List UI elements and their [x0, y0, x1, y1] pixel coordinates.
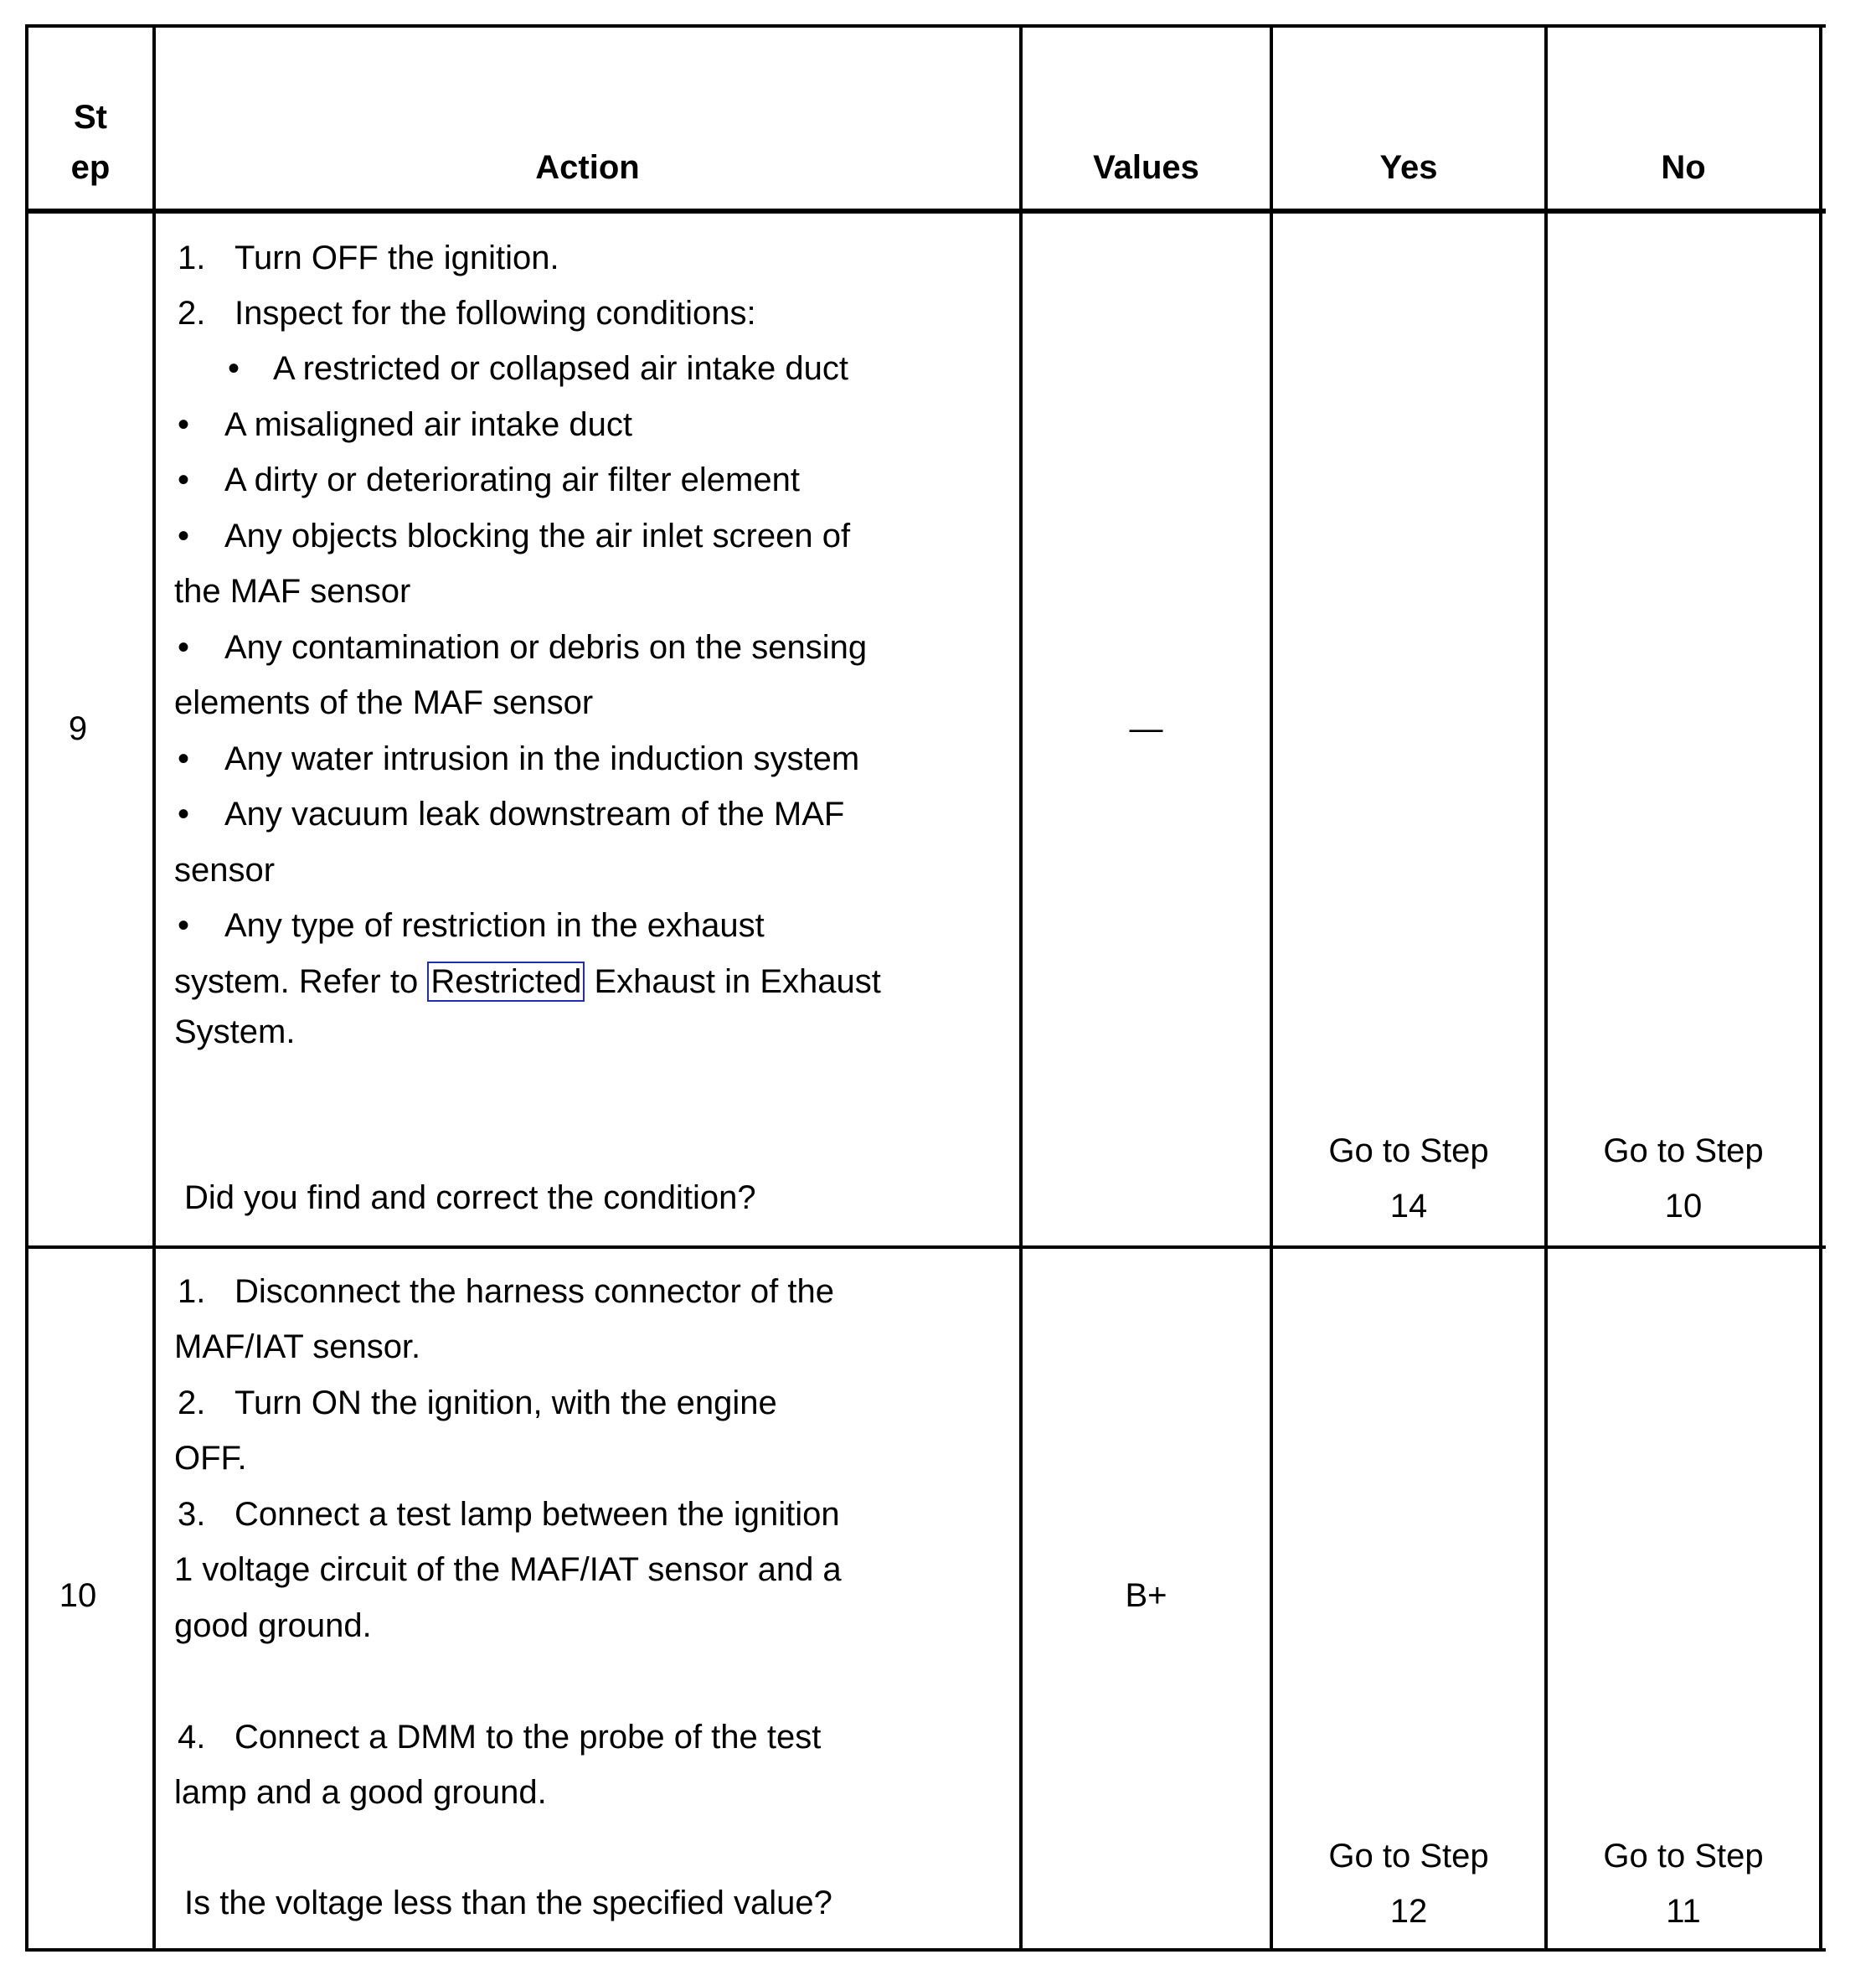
row-divider [25, 1245, 1826, 1249]
yes-label: Go to Step [1328, 1838, 1489, 1874]
list-text: Turn ON the ignition, with the engine [234, 1385, 777, 1421]
header-values: Values [1093, 149, 1199, 186]
reference-line-2 [174, 1013, 295, 1051]
list-text: Connect a test lamp between the ignition [234, 1496, 840, 1533]
no-step: 10 [1664, 1188, 1703, 1225]
list-item-continuation [174, 1607, 372, 1645]
row-9-question: Did you find and correct the condition? [184, 1179, 756, 1216]
list-item-continuation [174, 1551, 842, 1589]
reference-text-before: system. Refer to [174, 963, 428, 1000]
row-10-step: 10 [59, 1577, 97, 1614]
list-text: MAF/IAT sensor. [174, 1328, 421, 1365]
table-bottom-border [25, 1948, 1826, 1952]
list-text: Any objects blocking the air inlet screen of [224, 518, 851, 554]
yes-step: 12 [1389, 1893, 1428, 1930]
list-number: 1. [178, 1273, 206, 1310]
list-item-continuation [174, 573, 410, 611]
bullet: • [228, 350, 240, 387]
col-divider-values [1270, 24, 1273, 1952]
list-text: A restricted or collapsed air intake duct [273, 350, 849, 387]
row-9-no[interactable] [1548, 1123, 1819, 1234]
list-text: Connect a DMM to the probe of the test [234, 1719, 822, 1756]
row-10-no[interactable] [1548, 1828, 1819, 1939]
list-text: 1 voltage circuit of the MAF/IAT sensor and a [174, 1551, 842, 1588]
table-top-border [25, 24, 1826, 28]
list-number: 4. [178, 1719, 206, 1756]
list-text: good ground. [174, 1607, 372, 1644]
bullet: • [178, 406, 190, 443]
list-text: lamp and a good ground. [174, 1774, 547, 1811]
no-label: Go to Step [1603, 1132, 1764, 1169]
col-divider-yes [1544, 24, 1548, 1952]
list-text: A misaligned air intake duct [224, 406, 632, 443]
list-text: elements of the MAF sensor [174, 684, 594, 721]
list-number: 3. [178, 1496, 206, 1533]
list-item-continuation [174, 1440, 247, 1477]
header-action: Action [535, 149, 640, 186]
list-number: 2. [178, 295, 206, 332]
list-text: Any contamination or debris on the sensing [224, 629, 868, 666]
bullet: • [178, 740, 190, 777]
row-9-value: — [1129, 710, 1163, 747]
header-step-text: St ep [70, 99, 111, 186]
col-divider-action [1019, 24, 1023, 1952]
header-yes: Yes [1379, 149, 1438, 186]
table-right-border [1819, 24, 1822, 1952]
bullet: • [178, 907, 190, 944]
list-text: the MAF sensor [174, 573, 411, 610]
list-text: sensor [174, 852, 276, 889]
row-9-step: 9 [68, 710, 88, 747]
list-text: OFF. [174, 1440, 247, 1477]
row-9-yes[interactable] [1273, 1123, 1544, 1234]
row-10-yes[interactable] [1273, 1828, 1544, 1939]
bullet: • [178, 796, 190, 833]
col-divider-step [152, 24, 156, 1952]
list-item-continuation [174, 1328, 420, 1366]
row-10-question: Is the voltage less than the specified value? [184, 1885, 832, 1921]
list-text: A dirty or deteriorating air filter element [224, 462, 800, 498]
restricted-exhaust-link[interactable]: Restricted [427, 962, 585, 1002]
list-text: Any type of restriction in the exhaust [224, 907, 765, 944]
reference-text: System. [174, 1013, 296, 1050]
list-item-continuation [174, 1774, 547, 1812]
list-text: Disconnect the harness connector of the [234, 1273, 834, 1310]
list-number: 2. [178, 1385, 206, 1421]
row-10-value: B+ [1125, 1577, 1167, 1614]
header-no: No [1661, 149, 1706, 186]
yes-step: 14 [1389, 1188, 1428, 1225]
bullet: • [178, 629, 190, 666]
no-step: 11 [1666, 1893, 1701, 1930]
no-label: Go to Step [1603, 1838, 1764, 1874]
list-number: 1. [178, 240, 206, 276]
header-step [28, 92, 152, 193]
list-item-continuation [174, 852, 275, 890]
list-text: Turn OFF the ignition. [234, 240, 559, 276]
bullet: • [178, 462, 190, 498]
reference-line [174, 963, 881, 1001]
table-left-border [25, 24, 28, 1952]
yes-label: Go to Step [1328, 1132, 1489, 1169]
list-text: Any vacuum leak downstream of the MAF [224, 796, 845, 833]
header-bottom-border [25, 209, 1826, 214]
list-text: Inspect for the following conditions: [234, 295, 756, 332]
list-text: Any water intrusion in the induction system [224, 740, 860, 777]
list-item-continuation [174, 684, 593, 722]
reference-text-after: Exhaust in Exhaust [585, 963, 881, 1000]
bullet: • [178, 518, 190, 554]
